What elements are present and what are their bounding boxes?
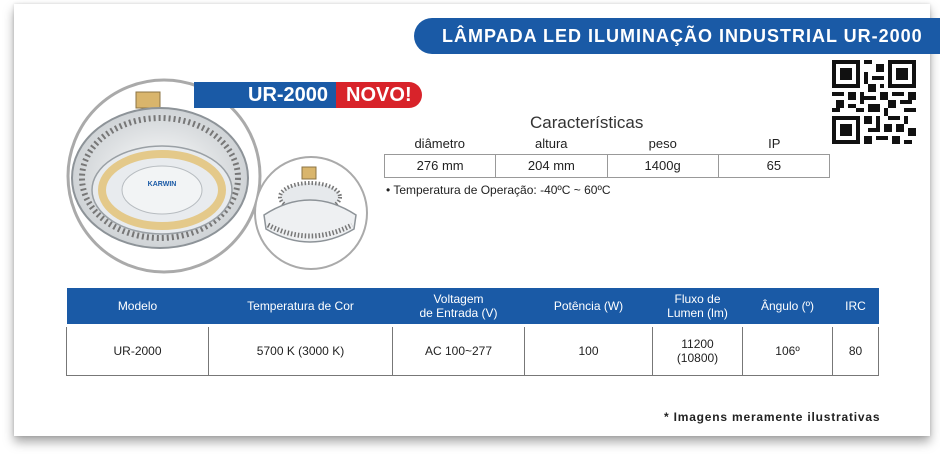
spec-header-irc: IRC xyxy=(833,288,879,326)
qr-code-icon[interactable] xyxy=(832,60,916,144)
characteristics-headers xyxy=(384,136,830,151)
spec-table xyxy=(66,288,879,376)
spec-cell-power: 100 xyxy=(525,326,653,376)
char-header-diameter: diâmetro xyxy=(414,136,466,151)
char-value-ip: 65 xyxy=(766,158,782,173)
char-header-height: altura xyxy=(534,136,568,151)
table-row xyxy=(67,326,879,376)
spec-header-lumen: Fluxo de Lumen (lm) xyxy=(653,288,743,326)
page-title: LÂMPADA LED ILUMINAÇÃO INDUSTRIAL UR-2000 xyxy=(414,18,940,54)
spec-cell-color-temp: 5700 K (3000 K) xyxy=(209,326,393,376)
spec-cell-voltage: AC 100~277 xyxy=(393,326,525,376)
spec-cell-angle: 106º xyxy=(743,326,833,376)
char-value-diameter: 276 mm xyxy=(385,155,496,177)
operating-temperature-note: • Temperatura de Operação: -40ºC ~ 60ºC xyxy=(386,183,611,197)
char-value-height: 204 mm xyxy=(496,155,607,177)
spec-cell-irc: 80 xyxy=(833,326,879,376)
spec-header-color-temp: Temperatura de Cor xyxy=(209,288,393,326)
char-header-ip: IP xyxy=(768,136,781,151)
spec-table-header-row xyxy=(67,288,879,326)
spec-header-model: Modelo xyxy=(67,288,209,326)
spec-header-power: Potência (W) xyxy=(525,288,653,326)
char-value-weight: 1400g xyxy=(608,155,719,177)
lamp-brand-label: KARWIN xyxy=(147,181,177,188)
new-badge: NOVO! xyxy=(336,82,422,108)
lamp-side-image xyxy=(246,155,376,271)
disclaimer-footnote: * Imagens meramente ilustrativas xyxy=(664,410,881,424)
characteristics-title: Características xyxy=(530,113,644,132)
characteristics-values xyxy=(384,154,830,178)
spec-cell-model: UR-2000 xyxy=(67,326,209,376)
model-badge xyxy=(194,82,422,108)
spec-header-voltage: Voltagem de Entrada (V) xyxy=(393,288,525,326)
char-header-weight: peso xyxy=(648,136,677,151)
spec-header-angle: Ângulo (º) xyxy=(743,288,833,326)
spec-cell-lumen: 11200 (10800) xyxy=(653,326,743,376)
model-name: UR-2000 xyxy=(194,82,336,108)
